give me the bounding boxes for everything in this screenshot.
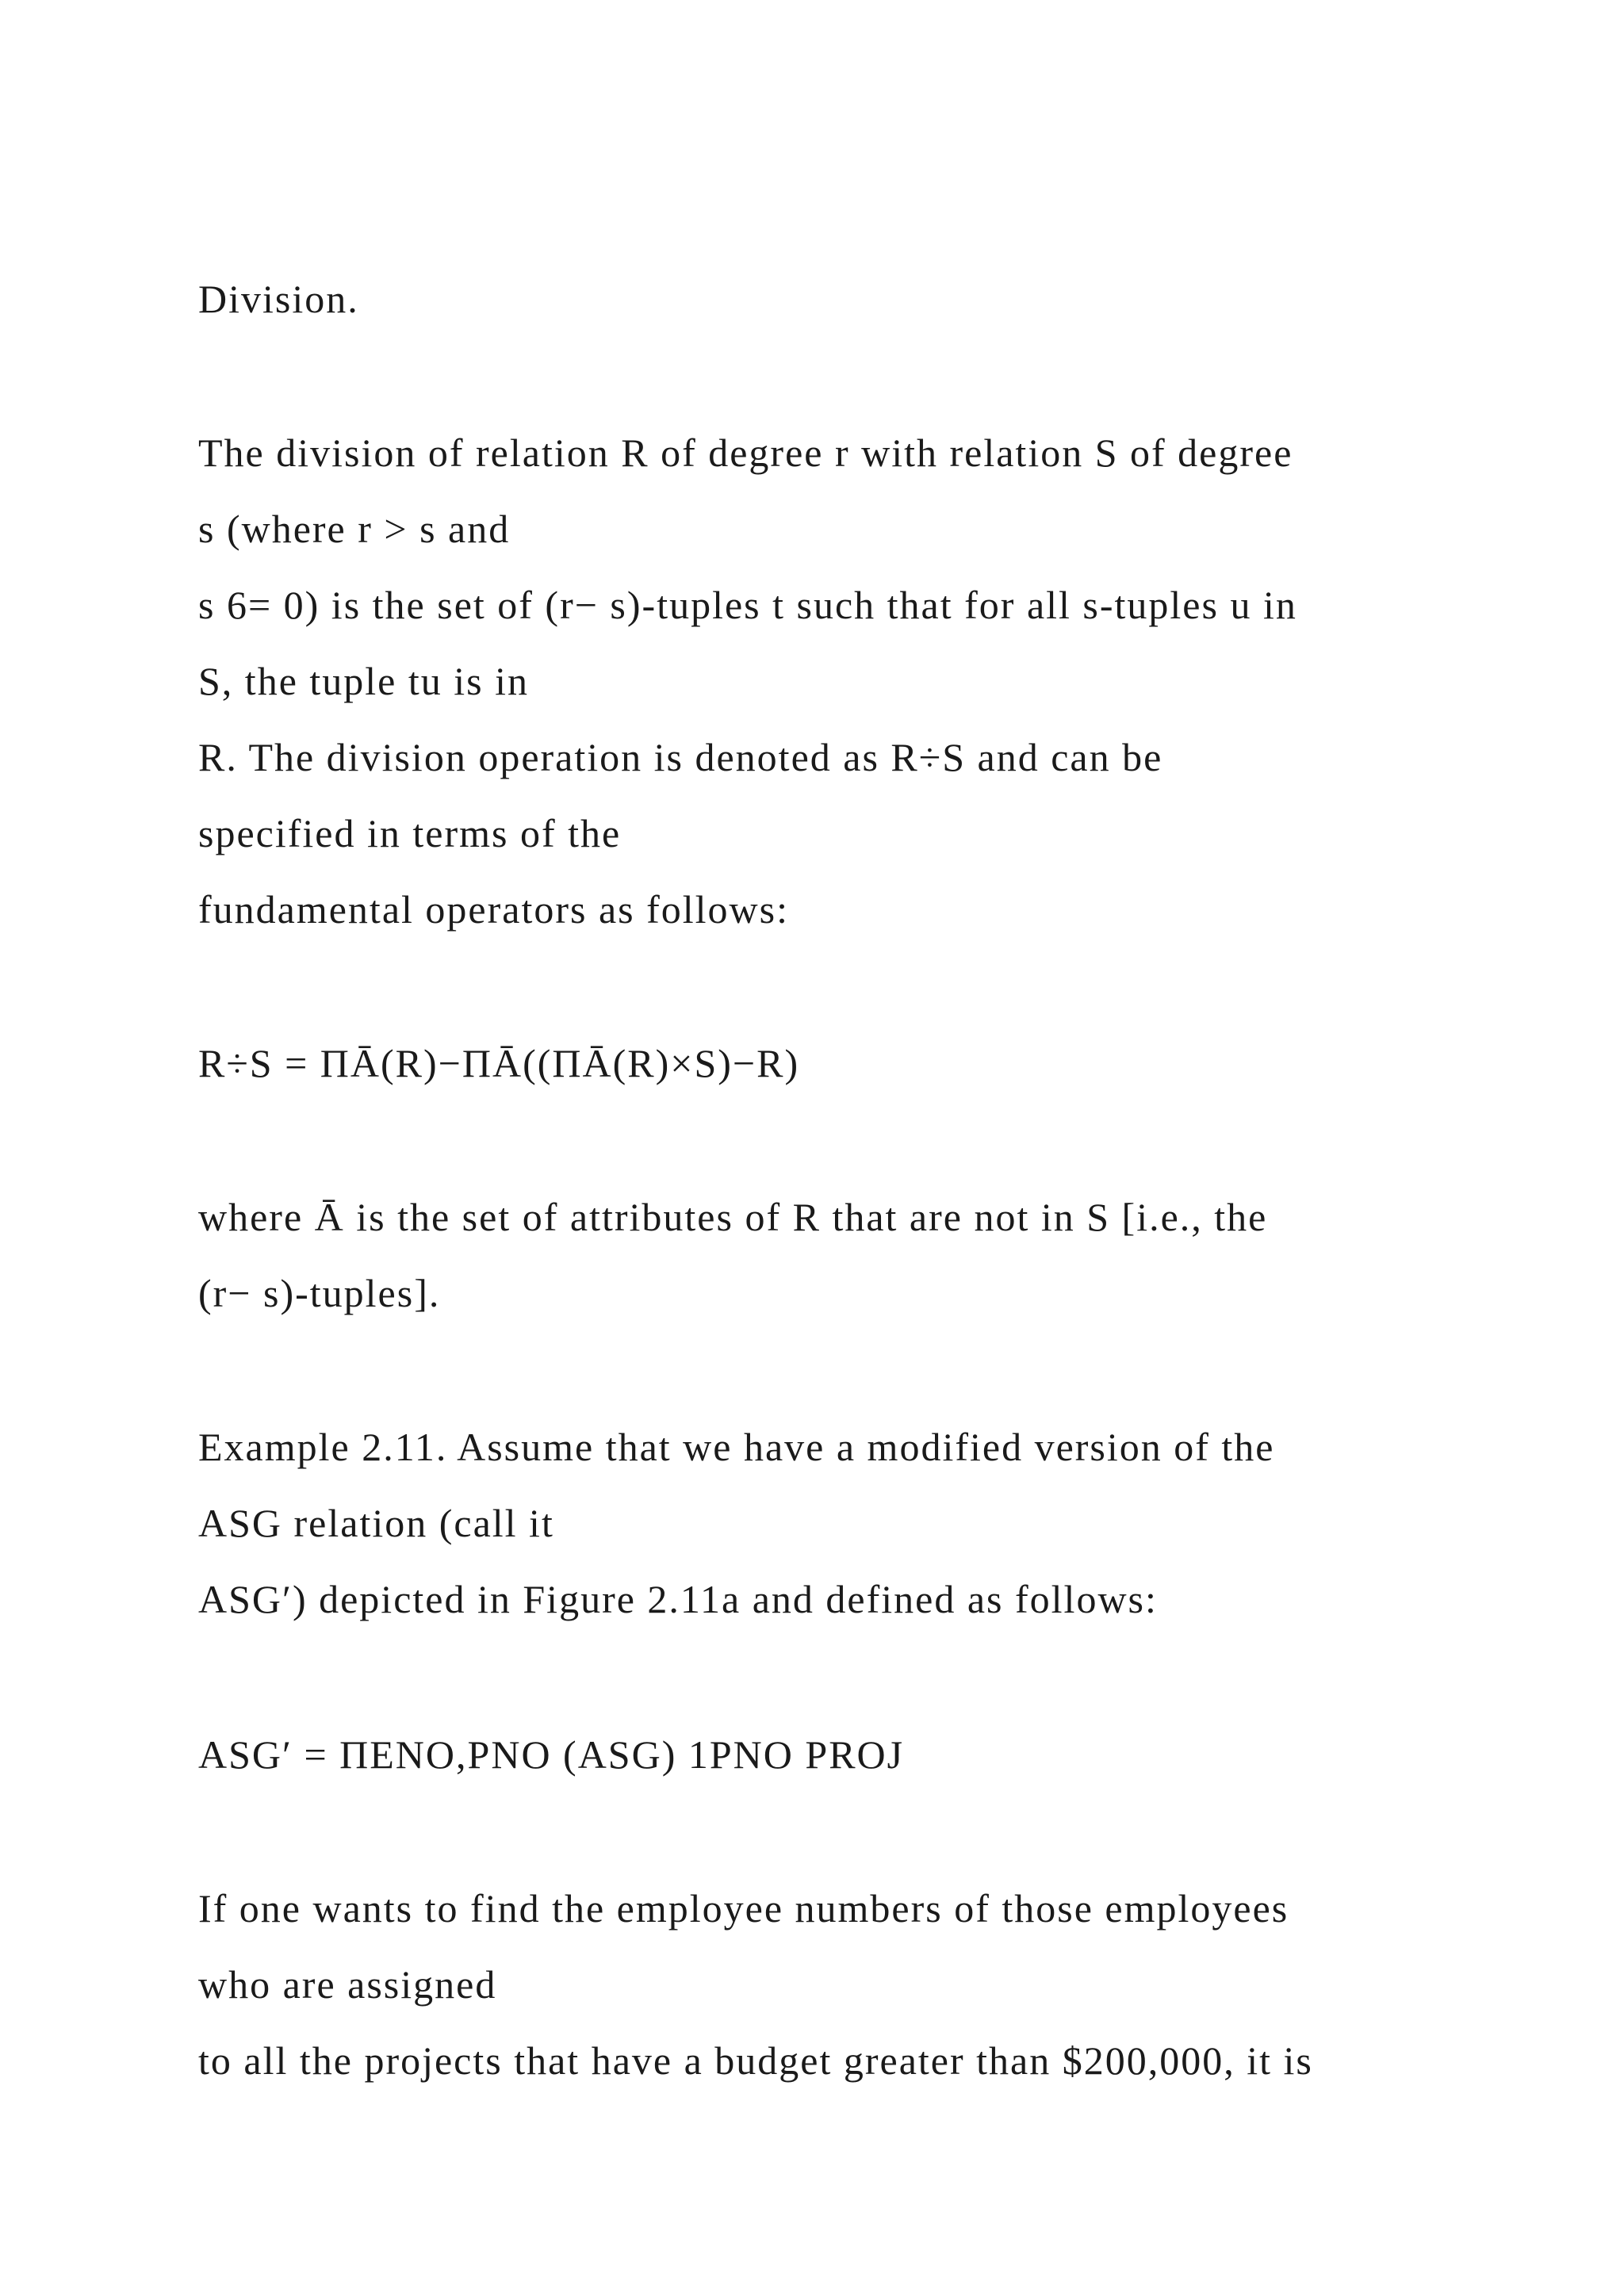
paragraph-line: fundamental operators as follows: [198, 887, 789, 932]
formula-line: R÷S = ΠĀ(R)−ΠĀ((ΠĀ(R)×S)−R) [198, 1041, 800, 1085]
paragraph-line: If one wants to find the employee numbers of those employees [198, 1886, 1289, 1931]
paragraph-line: The division of relation R of degree r with relation S of degree [198, 430, 1293, 475]
paragraph-line: specified in terms of the [198, 811, 622, 855]
formula-line: ASG′ = ΠENO,PNO (ASG) 1PNO PROJ [198, 1732, 905, 1777]
paragraph-line: s (where r > s and [198, 507, 511, 551]
paragraph-line: who are assigned [198, 1962, 497, 2007]
paragraph-line: to all the projects that have a budget greater than $200,000, it is [198, 2038, 1313, 2083]
paragraph-line: (r− s)-tuples]. [198, 1271, 441, 1315]
paragraph-line: ASG relation (call it [198, 1501, 554, 1545]
paragraph-line: Example 2.11. Assume that we have a modified version of the [198, 1425, 1275, 1469]
paragraph-line: R. The division operation is denoted as R÷S and can be [198, 735, 1163, 779]
section-heading: Division. [198, 277, 359, 321]
paragraph-line: S, the tuple tu is in [198, 659, 529, 703]
paragraph-line: where Ā is the set of attributes of R that are not in S [i.e., the [198, 1195, 1268, 1239]
paragraph-line: ASG′) depicted in Figure 2.11a and defined as follows: [198, 1577, 1158, 1621]
paragraph-line: s 6= 0) is the set of (r− s)-tuples t such that for all s-tuples u in [198, 583, 1297, 627]
